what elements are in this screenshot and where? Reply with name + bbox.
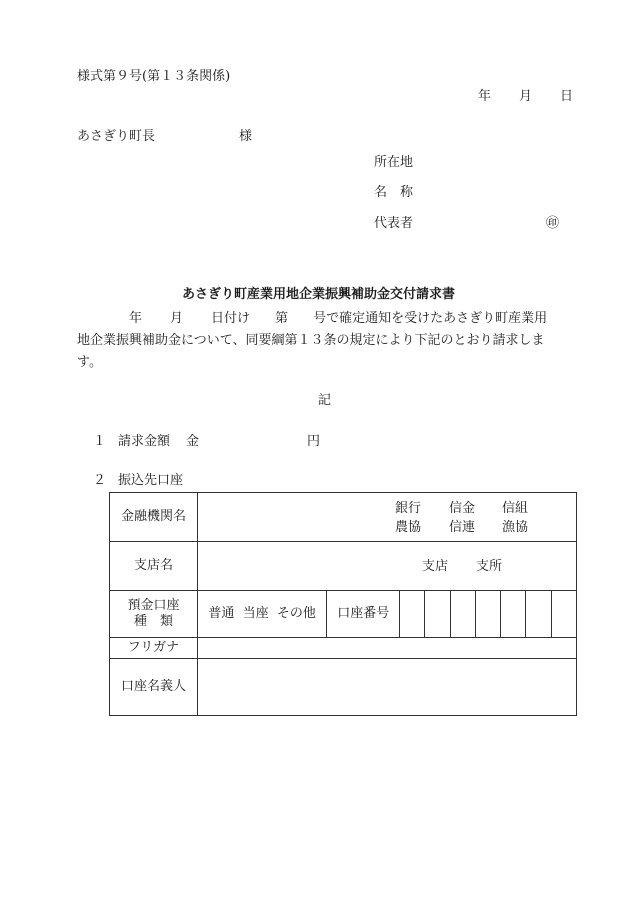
bank-type-shinren: 信連 xyxy=(448,519,475,535)
bank-account-table xyxy=(109,492,577,716)
branch-type-shisho: 支所 xyxy=(475,558,502,574)
account-digit-6[interactable] xyxy=(526,591,551,638)
seal-mark: ㊞ xyxy=(546,216,560,231)
body-paragraph xyxy=(77,308,577,374)
body-line3: す。 xyxy=(77,355,102,370)
body-date-suffix: 日付け xyxy=(211,311,251,326)
body-year: 年 xyxy=(129,311,143,326)
bank-type-shinkin: 信金 xyxy=(448,500,475,516)
deposit-label-line1: 預金口座 xyxy=(127,598,180,613)
deposit-label-line2: 種 類 xyxy=(133,614,173,629)
item1-yen: 円 xyxy=(307,434,321,449)
account-digit-7[interactable] xyxy=(551,591,576,638)
furigana-value-cell[interactable] xyxy=(197,638,576,659)
item1-number: １ xyxy=(93,434,107,449)
account-digit-3[interactable] xyxy=(450,591,475,638)
item1-label: 請求金額 xyxy=(118,434,171,449)
account-digit-5[interactable] xyxy=(501,591,526,638)
holder-row xyxy=(110,659,577,716)
ki-mark: 記 xyxy=(318,393,332,408)
body-month: 月 xyxy=(170,311,184,326)
applicant-address-label: 所在地 xyxy=(374,155,414,170)
item2-number: ２ xyxy=(93,473,107,488)
addressee-honorific: 様 xyxy=(239,129,253,144)
deposit-row xyxy=(110,591,577,638)
bank-label: 金融機関名 xyxy=(110,493,198,542)
furigana-row xyxy=(110,638,577,659)
body-line2: 地企業振興補助金について、同要綱第１３条の規定により下記のとおり請求しま xyxy=(77,333,545,348)
account-holder-value-cell[interactable] xyxy=(197,659,576,716)
form-number: 様式第９号(第１３条関係) xyxy=(77,69,231,84)
bank-type-nokyo: 農協 xyxy=(394,519,421,535)
date-day-label: 日 xyxy=(560,89,574,104)
addressee-name: あさぎり町長 xyxy=(77,129,156,144)
applicant-name-label: 名 称 xyxy=(374,185,414,200)
furigana-label: フリガナ xyxy=(110,638,198,659)
branch-label: 支店名 xyxy=(110,542,198,591)
bank-row xyxy=(110,493,577,542)
bank-type-shinkumi: 信組 xyxy=(501,500,528,516)
account-digit-1[interactable] xyxy=(400,591,425,638)
account-number-label: 口座番号 xyxy=(327,591,400,638)
item1-kin: 金 xyxy=(186,434,200,449)
date-month-label: 月 xyxy=(519,89,533,104)
bank-type-gyokyo: 漁協 xyxy=(501,519,528,535)
bank-value-cell[interactable] xyxy=(197,493,576,542)
item2-label: 振込先口座 xyxy=(118,473,184,488)
account-holder-label: 口座名義人 xyxy=(110,659,198,716)
deposit-type-label xyxy=(110,591,198,638)
date-year-label: 年 xyxy=(478,89,492,104)
body-line1-rest: 号で確定通知を受けたあさぎり町産業用 xyxy=(313,311,548,326)
deposit-types-cell[interactable]: 普通 当座 その他 xyxy=(197,591,326,638)
applicant-rep-label: 代表者 xyxy=(374,216,414,231)
account-digit-2[interactable] xyxy=(425,591,450,638)
document-title: あさぎり町産業用地企業振興補助金交付請求書 xyxy=(182,287,456,302)
bank-type-bank: 銀行 xyxy=(394,500,421,516)
account-digit-4[interactable] xyxy=(475,591,500,638)
body-number-prefix: 第 xyxy=(275,311,289,326)
branch-type-shiten: 支店 xyxy=(421,558,448,574)
branch-row xyxy=(110,542,577,591)
branch-value-cell[interactable] xyxy=(197,542,576,591)
